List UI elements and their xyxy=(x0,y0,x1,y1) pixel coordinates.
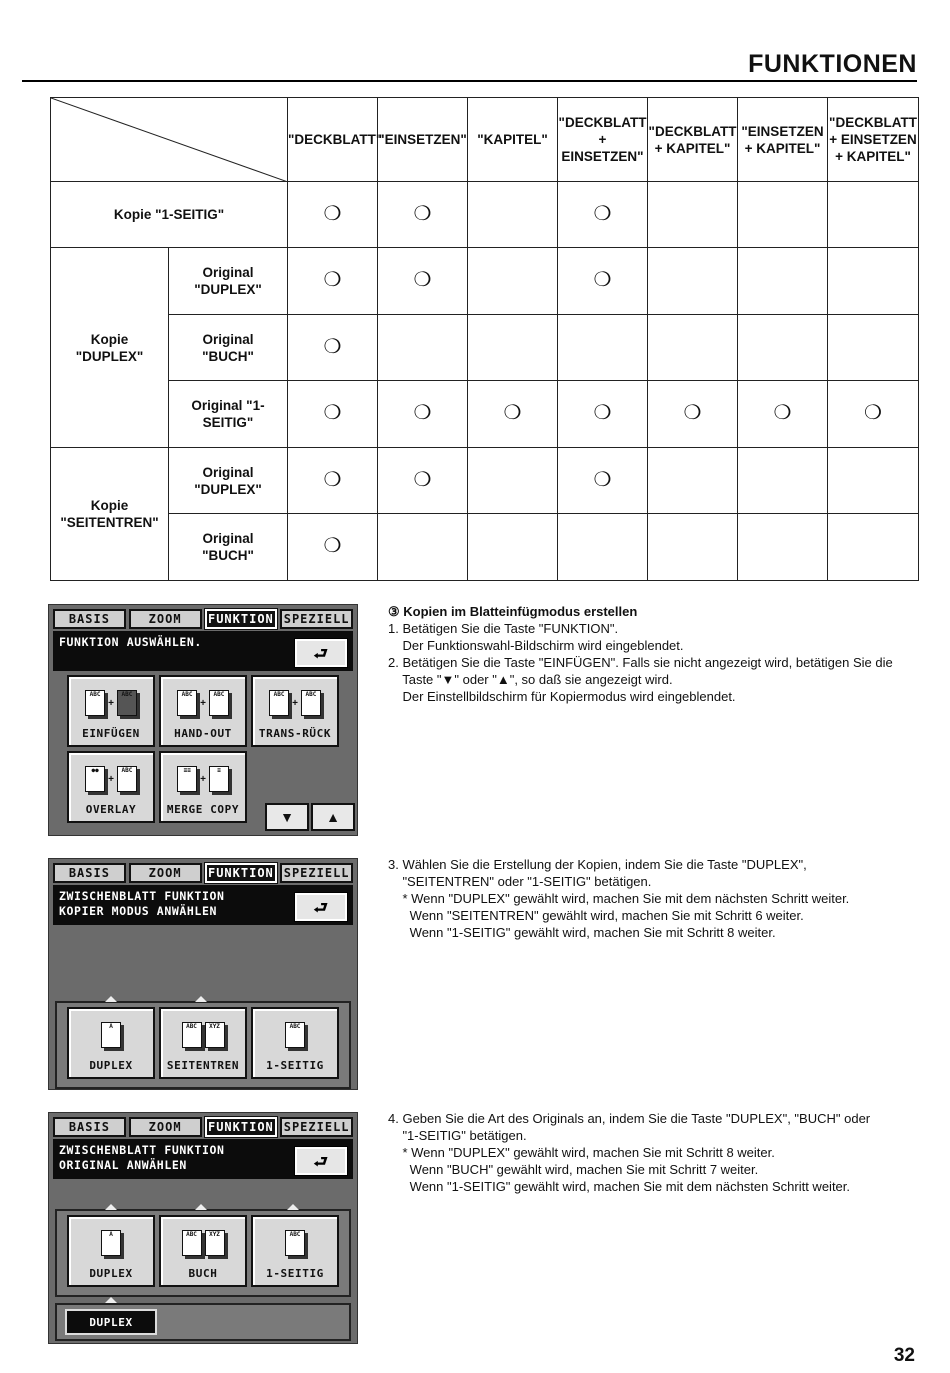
tab-speziell[interactable]: SPEZIELL xyxy=(280,609,353,629)
empty-cell xyxy=(828,448,919,514)
table-header-row xyxy=(51,98,919,182)
button-label: DUPLEX xyxy=(89,1267,133,1280)
empty-cell xyxy=(468,315,558,381)
empty-cell xyxy=(648,448,738,514)
tab-funktion[interactable]: FUNKTION xyxy=(205,609,278,629)
circle-mark-icon: ❍ xyxy=(593,402,612,424)
empty-cell xyxy=(468,514,558,581)
empty-cell xyxy=(468,182,558,248)
transparency-back-icon: ABC + ABC xyxy=(259,683,331,723)
compatible-mark-cell xyxy=(378,381,468,448)
empty-cell xyxy=(738,315,828,381)
group-header: Kopie "DUPLEX" xyxy=(51,248,169,448)
column-header: "EINSETZEN + KAPITEL" xyxy=(738,98,828,182)
button-label: EINFÜGEN xyxy=(82,727,140,740)
insert-sheets-icon: ABC + ABC xyxy=(75,683,147,723)
empty-cell xyxy=(828,182,919,248)
compatible-mark-cell xyxy=(288,381,378,448)
overlay-icon: ●● + ABC xyxy=(75,759,147,799)
compatible-mark-cell xyxy=(288,182,378,248)
tab-basis[interactable]: BASIS xyxy=(53,609,126,629)
back-button[interactable] xyxy=(295,1147,347,1175)
1-seitig-button[interactable] xyxy=(251,1215,339,1287)
circle-mark-icon: ❍ xyxy=(323,269,342,291)
trans-rueck-button[interactable] xyxy=(251,675,339,747)
screen-title-line-2: KOPIER MODUS ANWÄHLEN xyxy=(59,904,217,918)
circle-mark-icon: ❍ xyxy=(323,202,342,225)
page-title: FUNKTIONEN xyxy=(748,50,917,78)
instruction-line: * Wenn "DUPLEX" gewählt wird, machen Sie mit Schritt 8 weiter. xyxy=(388,1145,775,1160)
compatible-mark-cell xyxy=(288,514,378,581)
scroll-up-button[interactable] xyxy=(311,803,355,831)
column-header: "DECKBLATT + KAPITEL" xyxy=(648,98,738,182)
empty-cell xyxy=(828,315,919,381)
down-arrow-icon: ▼ xyxy=(280,809,294,825)
tab-zoom[interactable]: ZOOM xyxy=(129,1117,202,1137)
simplex-icon: ABC xyxy=(259,1015,331,1055)
selected-indicator-icon xyxy=(105,1204,117,1210)
button-label: BUCH xyxy=(188,1267,218,1280)
empty-cell xyxy=(648,182,738,248)
status-panel xyxy=(55,1303,351,1341)
column-header: "DECKBLATT" xyxy=(288,98,378,182)
empty-cell xyxy=(558,315,648,381)
tab-speziell[interactable]: SPEZIELL xyxy=(280,1117,353,1137)
circle-mark-icon: ❍ xyxy=(413,202,432,225)
tab-basis[interactable]: BASIS xyxy=(53,863,126,883)
circle-mark-icon: ❍ xyxy=(503,402,522,424)
book-icon: ABC XYZ xyxy=(167,1223,239,1263)
merge-copy-icon: ≡≡ + ≡ xyxy=(167,759,239,799)
touch-panel-screen-function-select xyxy=(48,604,358,836)
circle-mark-icon: ❍ xyxy=(683,402,702,424)
instructions-block-2 xyxy=(388,856,928,941)
compatible-mark-cell xyxy=(468,381,558,448)
circle-mark-icon: ❍ xyxy=(864,402,882,424)
row-header: Original "BUCH" xyxy=(169,514,288,581)
selected-indicator-icon xyxy=(105,996,117,1002)
compatible-mark-cell xyxy=(828,381,919,448)
screen-title-line-1: ZWISCHENBLATT FUNKTION xyxy=(59,889,225,903)
tab-bar xyxy=(53,1117,353,1137)
touch-panel-screen-original-select xyxy=(48,1112,358,1344)
instruction-line: Wenn "BUCH" gewählt wird, machen Sie mit Schritt 7 weiter. xyxy=(388,1162,759,1177)
button-label: SEITENTREN xyxy=(166,1059,240,1072)
table-corner-cell xyxy=(51,98,288,182)
instruction-line: Der Funktionswahl-Bildschirm wird eingeblendet. xyxy=(388,638,684,653)
empty-cell xyxy=(558,514,648,581)
screen-title-bar xyxy=(53,631,353,671)
compatible-mark-cell xyxy=(288,315,378,381)
page-header xyxy=(22,46,917,82)
instruction-line: 1. Betätigen Sie die Taste "FUNKTION". xyxy=(388,621,619,636)
tab-funktion[interactable]: FUNKTION xyxy=(205,1117,278,1137)
button-label: TRANS-RÜCK xyxy=(258,727,332,740)
return-arrow-icon: ⮐ xyxy=(313,643,329,663)
overlay-button[interactable] xyxy=(67,751,155,823)
buch-button[interactable] xyxy=(159,1215,247,1287)
page-number: 32 xyxy=(893,1345,915,1366)
column-header: "DECKBLATT + EINSETZEN" xyxy=(558,98,648,182)
compatible-mark-cell xyxy=(378,248,468,315)
tab-bar xyxy=(53,609,353,629)
circle-mark-icon: ❍ xyxy=(323,535,342,557)
touch-panel-screen-copy-mode xyxy=(48,858,358,1090)
compatible-mark-cell xyxy=(558,182,648,248)
tab-basis[interactable]: BASIS xyxy=(53,1117,126,1137)
section-heading xyxy=(388,603,928,620)
duplex-button[interactable] xyxy=(67,1007,155,1079)
instruction-line: Taste "▼" oder "▲", so daß sie angezeigt wird. xyxy=(388,672,673,687)
return-arrow-icon: ⮐ xyxy=(313,1151,329,1171)
compatible-mark-cell xyxy=(558,248,648,315)
screen-title-bar xyxy=(53,1139,353,1179)
empty-cell xyxy=(828,514,919,581)
empty-cell xyxy=(828,248,919,315)
row-header: Original "DUPLEX" xyxy=(169,448,288,514)
compatible-mark-cell xyxy=(288,248,378,315)
function-compatibility-table xyxy=(50,97,919,581)
duplex-icon: A xyxy=(75,1015,147,1055)
selected-indicator-icon xyxy=(195,996,207,1002)
circled-number: ③ xyxy=(388,604,400,619)
empty-cell xyxy=(738,182,828,248)
duplex-icon: A xyxy=(75,1223,147,1263)
duplex-button[interactable] xyxy=(67,1215,155,1287)
circle-mark-icon: ❍ xyxy=(323,468,342,491)
circle-mark-icon: ❍ xyxy=(413,269,432,291)
table-row xyxy=(51,448,919,514)
row-header: Kopie "1-SEITIG" xyxy=(51,182,288,248)
scroll-down-button[interactable] xyxy=(265,803,309,831)
tab-speziell[interactable]: SPEZIELL xyxy=(280,863,353,883)
instructions-block-1 xyxy=(388,603,928,705)
column-header: "DECKBLATT + EINSETZEN + KAPITEL" xyxy=(828,98,919,182)
button-label: 1-SEITIG xyxy=(266,1267,324,1280)
table-row xyxy=(51,182,919,248)
empty-cell xyxy=(648,514,738,581)
instruction-line: 4. Geben Sie die Art des Originals an, indem Sie die Taste "DUPLEX", "BUCH" oder xyxy=(388,1111,871,1126)
instruction-line: 3. Wählen Sie die Erstellung der Kopien, indem Sie die Taste "DUPLEX", xyxy=(388,857,807,872)
circle-mark-icon: ❍ xyxy=(413,402,432,424)
back-button[interactable] xyxy=(295,893,347,921)
circle-mark-icon: ❍ xyxy=(773,402,792,424)
empty-cell xyxy=(468,248,558,315)
screen-title-line-1: ZWISCHENBLATT FUNKTION xyxy=(59,1143,225,1157)
table-row xyxy=(51,315,919,381)
up-arrow-icon: ▲ xyxy=(326,809,340,825)
instruction-line: "SEITENTREN" oder "1-SEITIG" betätigen. xyxy=(388,874,652,889)
hand-out-icon: ABC + ABC xyxy=(167,683,239,723)
instruction-line: Wenn "1-SEITIG" gewählt wird, machen Sie mit dem nächsten Schritt weiter. xyxy=(388,1179,851,1194)
tab-zoom[interactable]: ZOOM xyxy=(129,609,202,629)
group-header: Kopie "SEITENTREN" xyxy=(51,448,169,581)
table-row xyxy=(51,381,919,448)
table-row xyxy=(51,248,919,315)
circle-mark-icon: ❍ xyxy=(413,468,432,491)
diagonal-line xyxy=(51,98,288,182)
compatible-mark-cell xyxy=(288,448,378,514)
button-label: DUPLEX xyxy=(89,1059,133,1072)
compatible-mark-cell xyxy=(558,381,648,448)
screen-title-line-2: ORIGINAL ANWÄHLEN xyxy=(59,1158,187,1172)
table-row xyxy=(51,514,919,581)
empty-cell xyxy=(648,315,738,381)
circle-mark-icon: ❍ xyxy=(593,468,612,491)
seitentren-button[interactable] xyxy=(159,1007,247,1079)
instruction-line: Wenn "SEITENTREN" gewählt wird, machen Sie mit Schritt 6 weiter. xyxy=(388,908,804,923)
heading-text: Kopien im Blatteinfügmodus erstellen xyxy=(403,604,638,619)
row-header: Original "1-SEITIG" xyxy=(169,381,288,448)
instructions-block-3 xyxy=(388,1110,928,1195)
instruction-line: * Wenn "DUPLEX" gewählt wird, machen Sie mit dem nächsten Schritt weiter. xyxy=(388,891,850,906)
einfuegen-button[interactable] xyxy=(67,675,155,747)
instruction-line: Der Einstellbildschirm für Kopiermodus wird eingeblendet. xyxy=(388,689,736,704)
screen-title: FUNKTION AUSWÄHLEN. xyxy=(59,635,202,649)
button-label: 1-SEITIG xyxy=(266,1059,324,1072)
instruction-line: 2. Betätigen Sie die Taste "EINFÜGEN". Falls sie nicht angezeigt wird, betätigen Sie die xyxy=(388,655,893,670)
column-header: "EINSETZEN" xyxy=(378,98,468,182)
empty-cell xyxy=(738,448,828,514)
selected-indicator-icon xyxy=(195,1204,207,1210)
empty-cell xyxy=(738,248,828,315)
merge-copy-button[interactable] xyxy=(159,751,247,823)
column-header: "KAPITEL" xyxy=(468,98,558,182)
tab-zoom[interactable]: ZOOM xyxy=(129,863,202,883)
button-label: MERGE COPY xyxy=(166,803,240,816)
empty-cell xyxy=(648,248,738,315)
circle-mark-icon: ❍ xyxy=(323,402,342,424)
hand-out-button[interactable] xyxy=(159,675,247,747)
empty-cell xyxy=(378,514,468,581)
return-arrow-icon: ⮐ xyxy=(313,897,329,917)
compatible-mark-cell xyxy=(738,381,828,448)
row-header: Original "BUCH" xyxy=(169,315,288,381)
selected-original-status: DUPLEX xyxy=(65,1309,157,1335)
button-label: HAND-OUT xyxy=(174,727,232,740)
back-button[interactable] xyxy=(295,639,347,667)
instruction-line: Wenn "1-SEITIG" gewählt wird, machen Sie mit Schritt 8 weiter. xyxy=(388,925,776,940)
circle-mark-icon: ❍ xyxy=(593,269,612,291)
empty-cell xyxy=(738,514,828,581)
instruction-line: "1-SEITIG" betätigen. xyxy=(388,1128,527,1143)
compatible-mark-cell xyxy=(558,448,648,514)
empty-cell xyxy=(468,448,558,514)
compatible-mark-cell xyxy=(648,381,738,448)
screen-title-bar xyxy=(53,885,353,925)
compatible-mark-cell xyxy=(378,448,468,514)
simplex-icon: ABC xyxy=(259,1223,331,1263)
empty-cell xyxy=(378,315,468,381)
row-header: Original "DUPLEX" xyxy=(169,248,288,315)
circle-mark-icon: ❍ xyxy=(323,335,342,358)
button-label: OVERLAY xyxy=(85,803,137,816)
page-separation-icon: ABC XYZ xyxy=(167,1015,239,1055)
compatible-mark-cell xyxy=(378,182,468,248)
1-seitig-button[interactable] xyxy=(251,1007,339,1079)
selected-indicator-icon xyxy=(287,1204,299,1210)
tab-bar xyxy=(53,863,353,883)
tab-funktion[interactable]: FUNKTION xyxy=(205,863,278,883)
circle-mark-icon: ❍ xyxy=(593,202,612,225)
